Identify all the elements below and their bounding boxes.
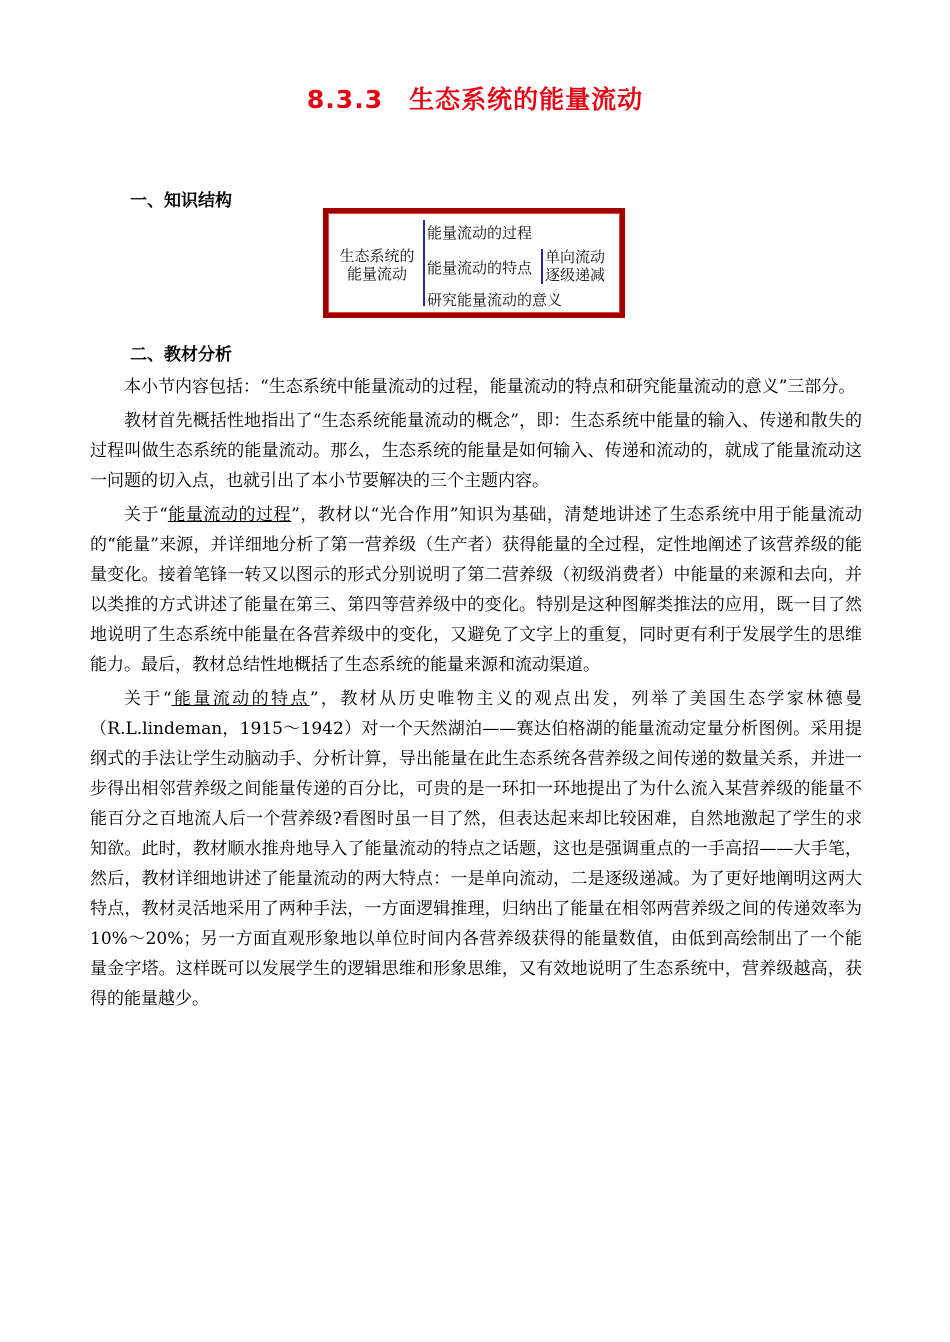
diagram-branch-significance: 研究能量流动的意义 bbox=[427, 291, 563, 309]
diagram-inner-panel bbox=[328, 213, 620, 313]
paragraph-3 bbox=[90, 500, 862, 680]
diagram-root-line1: 生态系统的 bbox=[339, 247, 415, 265]
paragraph-1: 本小节内容包括：“生态系统中能量流动的过程，能量流动的特点和研究能量流动的意义”三部分。 bbox=[124, 377, 856, 397]
paragraph-3-rest: ”，教材以“光合作用”知识为基础，清楚地讲述了生态系统中用于能量流动的“能量”来源，并详细地分析了第一营养级（生产者）获得能量的全过程，定性地阐述了该营养级的能量变化。接着笔锋一转又以图示的形式分别说明了第二营养级（初级消费者）中能量的来源和去向，并以类推的方式讲述了能量在第三、第四等营养级中的变化。特别是这种图解类推法的应用，既一目了然地说明了生态系统中能量在各营养级中的变化，又避免了文字上的重复，同时更有利于发展学生的思维能力。最后，教材总结性地概括了生态系统的能量来源和流动渠道。 bbox=[90, 505, 862, 675]
knowledge-structure-diagram bbox=[323, 208, 625, 318]
paragraph-2: 教材首先概括性地指出了“生态系统能量流动的概念”，即：生态系统中能量的输入、传递和散失的过程叫做生态系统的能量流动。那么，生态系统的能量是如何输入、传递和流动的，就成了能量流动这一问题的切入点，也就引出了本小节要解决的三个主题内容。 bbox=[90, 411, 862, 491]
paragraph-4-lead: 关于“ bbox=[124, 689, 172, 709]
section-heading-analysis: 二、教材分析 bbox=[130, 345, 232, 365]
paragraph-4-rest: ”，教材从历史唯物主义的观点出发，列举了美国生态学家林德曼（R.L.lindeman，1915～1942）对一个天然湖泊——赛达伯格湖的能量流动定量分析图例。采用提纲式的手法让学生动脑动手、分析计算，导出能量在此生态系统各营养级之间传递的数量关系，并进一步得出相邻营养级之间能量传递的百分比，可贵的是一环扣一环地提出了为什么流入某营养级的能量不能百分之百地流人后一个营养级?看图时虽一目了然，但表达起来却比较困难，自然地激起了学生的求知欲。此时，教材顺水推舟地导入了能量流动的特点之话题，这也是强调重点的一手高招——大手笔，然后，教材详细地讲述了能量流动的两大特点：一是单向流动，二是逐级递减。为了更好地阐明这两大特点，教材灵活地采用了两种手法，一方面逻辑推理，归纳出了能量在相邻两营养级之间的传递效率为10%～20%；另一方面直观形象地以单位时间内各营养级获得的能量数值，由低到高绘制出了一个能量金字塔。这样既可以发展学生的逻辑思维和形象思维，又有效地说明了生态系统中，营养级越高，获得的能量越少。 bbox=[90, 689, 862, 1009]
diagram-subnode bbox=[545, 248, 605, 284]
diagram-bracket-line-main bbox=[423, 220, 425, 306]
paragraph-4 bbox=[90, 684, 862, 1014]
diagram-sub-decreasing: 逐级递减 bbox=[545, 266, 606, 284]
paragraph-3-lead: 关于“ bbox=[124, 505, 168, 525]
paragraph-4-underlined: 能量流动的特点 bbox=[171, 689, 310, 709]
diagram-root-node bbox=[337, 247, 417, 283]
page-title: 8.3.3 生态系统的能量流动 bbox=[306, 85, 644, 114]
diagram-root-line2: 能量流动 bbox=[346, 265, 407, 283]
diagram-bracket-line-sub bbox=[541, 249, 543, 284]
diagram-sub-oneway: 单向流动 bbox=[545, 248, 606, 266]
paragraph-3-underlined: 能量流动的过程 bbox=[167, 505, 292, 525]
analysis-body bbox=[90, 372, 862, 1018]
diagram-branch-features: 能量流动的特点 bbox=[427, 259, 533, 277]
section-heading-knowledge: 一、知识结构 bbox=[130, 191, 232, 211]
diagram-branch-process: 能量流动的过程 bbox=[427, 224, 533, 242]
